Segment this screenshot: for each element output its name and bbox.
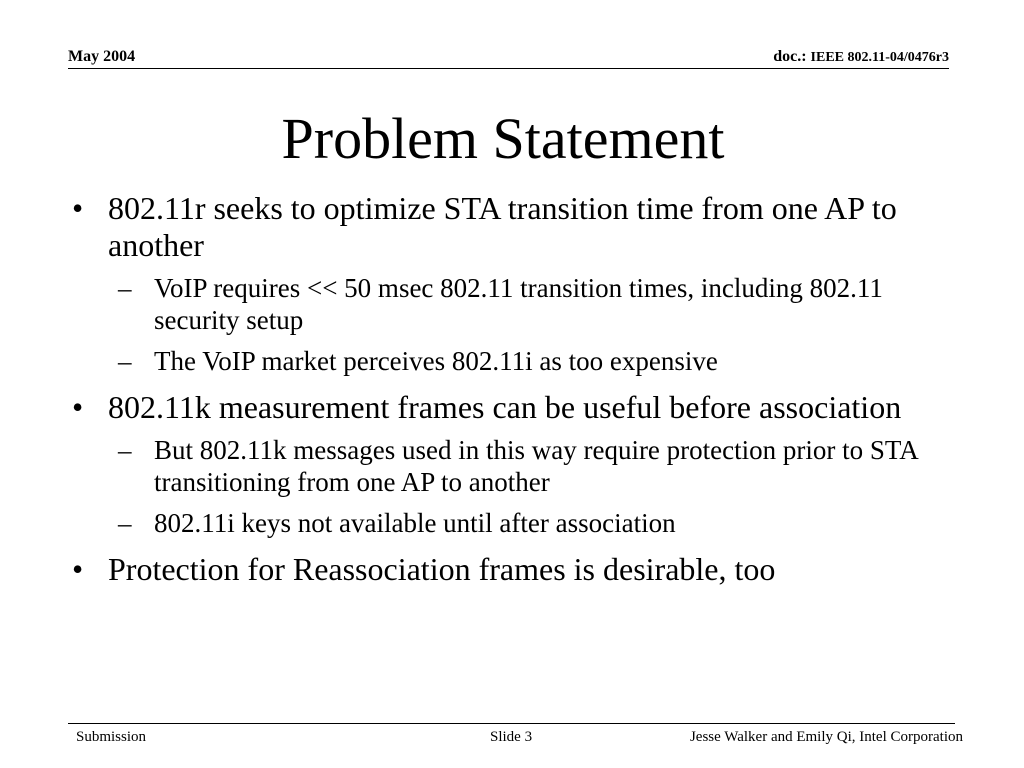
dash-marker: – xyxy=(118,346,132,376)
dash-marker: – xyxy=(118,435,132,465)
header-doc-number: IEEE 802.11-04/0476r3 xyxy=(810,50,949,65)
bullet-item xyxy=(72,190,952,264)
sub-bullet-text: 802.11i keys not available until after association xyxy=(154,508,676,538)
footer-submission: Submission xyxy=(76,729,147,745)
header-date: May 2004 xyxy=(68,48,136,65)
bullet-text: Protection for Reassociation frames is desirable, too xyxy=(108,551,776,587)
footer-slide-number: Slide 3 xyxy=(490,729,533,745)
dash-marker: – xyxy=(118,508,132,538)
header-doc-prefix: doc.: xyxy=(773,48,807,65)
bullet-list xyxy=(72,190,952,598)
dash-marker: – xyxy=(118,273,132,303)
header-rule xyxy=(68,68,949,69)
footer-rule xyxy=(68,723,955,724)
bullet-marker: • xyxy=(72,551,84,587)
bullet-text: 802.11k measurement frames can be useful before association xyxy=(108,389,902,425)
bullet-marker: • xyxy=(72,389,84,425)
sub-bullet-item xyxy=(72,272,952,336)
header-doc-reference xyxy=(773,48,949,66)
sub-bullet-item xyxy=(72,434,952,498)
bullet-text: 802.11r seeks to optimize STA transition time from one AP to another xyxy=(108,190,897,263)
bullet-marker: • xyxy=(72,190,84,226)
footer-authors: Jesse Walker and Emily Qi, Intel Corporation xyxy=(689,729,963,745)
sub-bullet-text: VoIP requires << 50 msec 802.11 transition times, including 802.11 security setup xyxy=(154,273,883,335)
sub-bullet-item xyxy=(72,507,952,539)
sub-bullet-text: But 802.11k messages used in this way require protection prior to STA transitioning from one AP to another xyxy=(154,435,918,497)
sub-bullet-item xyxy=(72,345,952,377)
slide-title: Problem Statement xyxy=(281,106,725,171)
bullet-item xyxy=(72,551,952,588)
sub-bullet-text: The VoIP market perceives 802.11i as too expensive xyxy=(154,346,718,376)
bullet-item xyxy=(72,389,952,426)
